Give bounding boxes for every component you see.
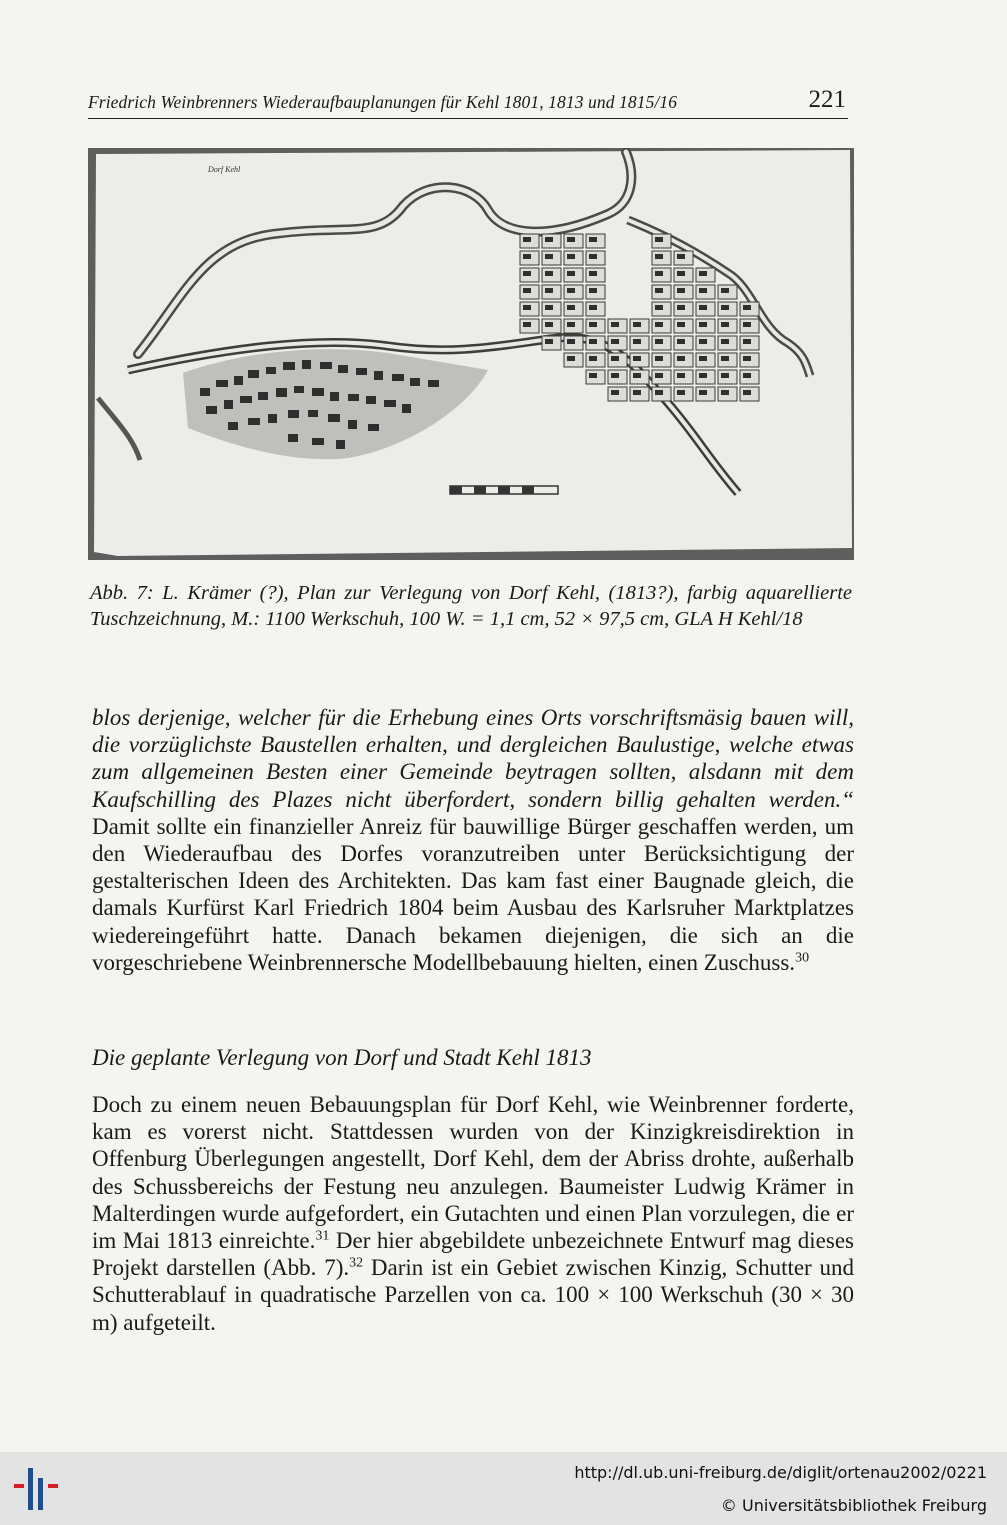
section-heading: Die geplante Verlegung von Dorf und Stadt Kehl 1813 — [92, 1045, 592, 1070]
quotation: blos derjenige, welcher für die Erhebung eines Orts vorschriftsmäsig bauen will, die vorzüglichste Baustellen erhalten, und dergleichen Baulustige, welche etwas zum allgemeinen Besten einer Gemeinde beytragen sollten, alsdann mit dem Kaufschilling des Plazes nicht überfordert, sondern billig gehalten werden.“ — [92, 705, 854, 812]
parcel-house — [677, 373, 685, 378]
parcel-house — [699, 288, 707, 293]
parcel-house — [567, 271, 575, 276]
map-figure — [88, 148, 854, 560]
parcel-house — [545, 288, 553, 293]
parcel-house — [523, 237, 531, 242]
parcel-house — [699, 356, 707, 361]
parcel-house — [743, 356, 751, 361]
parcel-house — [655, 322, 663, 327]
running-head-title: Friedrich Weinbrenners Wiederaufbauplanungen für Kehl 1801, 1813 und 1815/16 — [88, 92, 678, 112]
parcel-house — [567, 339, 575, 344]
copyright-notice: © Universitätsbibliothek Freiburg — [720, 1496, 987, 1515]
parcel-house — [523, 305, 531, 310]
paragraph-1-text: Damit sollte ein finanzieller Anreiz für bauwillige Bürger geschaffen werden, um den Wiederaufbau des Dorfes voranzutreiben unter Berücksichtigung der gestalterischen Ideen des Architekten. Das kam fast einer Baugnade gleich, die damals Kurfürst Karl Friedrich 1804 beim Ausbau des Karlsruher Marktplatzes wiedereingeführt hatte. Danach bekamen diejenigen, die sich an die vorgeschriebene Weinbrennersche Modellbebauung hielten, einen Zuschuss. — [92, 813, 854, 975]
parcel-house — [567, 305, 575, 310]
parcel-house — [743, 305, 751, 310]
parcel-house — [633, 356, 641, 361]
parcel-house — [721, 322, 729, 327]
parcel-house — [589, 254, 597, 259]
paragraph-2-text-a: Doch zu einem neuen Bebauungsplan für Dorf Kehl, wie Weinbrenner forderte, kam es vorerst nicht. Stattdessen wurden von der Kinzigkreisdirektion in Offenburg Überlegungen angestellt, Dorf Kehl, dem der Abriss drohte, außerhalb des Schussbereichs der Festung neu anzulegen. Baumeister Ludwig Krämer in Malterdingen wurde aufgefordert, ein Gutachten und einen Plan vorzulegen, die er im Mai 1813 einreichte. — [92, 1092, 854, 1254]
parcel-house — [743, 322, 751, 327]
parcel-house — [567, 254, 575, 259]
parcel-house — [589, 271, 597, 276]
parcel-house — [677, 288, 685, 293]
parcel-house — [523, 288, 531, 293]
running-head — [88, 86, 848, 119]
parcel-house — [545, 305, 553, 310]
parcel-house — [655, 254, 663, 259]
parcel-house — [655, 288, 663, 293]
footnote-30[interactable]: 30 — [795, 950, 810, 966]
paragraph-2-text-c: Darin ist ein Gebiet zwischen Kinzig, Schutter und Schutterablauf in quadratische Parzellen von ca. 100 × 100 Werkschuh (30 × 30 m) aufgeteilt. — [92, 1255, 855, 1335]
parcel-house — [655, 271, 663, 276]
parcel-house — [677, 322, 685, 327]
library-logo-icon — [14, 1464, 62, 1514]
parcel-house — [589, 373, 597, 378]
parcel-house — [699, 339, 707, 344]
parcel-house — [677, 356, 685, 361]
paragraph-2-text-b: Der hier abgebildete unbezeichnete Entwurf mag dieses Projekt darstellen (Abb. 7). — [92, 1228, 854, 1281]
parcel-house — [633, 339, 641, 344]
figure-caption: Abb. 7: L. Krämer (?), Plan zur Verlegung von Dorf Kehl, (1813?), farbig aquarellierte Tuschzeichnung, M.: 1100 Werkschuh, 100 W. = 1,1 cm, 52 × 97,5 cm, GLA H Kehl/18 — [90, 582, 852, 630]
parcel-house — [721, 356, 729, 361]
parcel-house — [611, 356, 619, 361]
parcel-house — [655, 373, 663, 378]
parcel-house — [633, 390, 641, 395]
parcel-house — [721, 373, 729, 378]
parcel-house — [633, 373, 641, 378]
map-drawing — [88, 148, 854, 560]
parcel-house — [589, 339, 597, 344]
parcel-house — [699, 373, 707, 378]
parcel-house — [611, 339, 619, 344]
paragraph-2 — [92, 1091, 854, 1336]
parcel-house — [589, 356, 597, 361]
parcel-house — [545, 254, 553, 259]
parcel-house — [677, 305, 685, 310]
paragraph-1 — [92, 704, 854, 976]
parcel-house — [699, 322, 707, 327]
parcel-house — [545, 237, 553, 242]
parcel-house — [611, 390, 619, 395]
parcel-house — [721, 390, 729, 395]
parcel-house — [567, 237, 575, 242]
parcel-house — [721, 339, 729, 344]
parcel-house — [567, 356, 575, 361]
source-url[interactable]: http://dl.ub.uni-freiburg.de/diglit/ortenau2002/0221 — [574, 1463, 987, 1482]
parcel-house — [611, 322, 619, 327]
parcel-house — [655, 305, 663, 310]
parcel-house — [589, 288, 597, 293]
footer-bar — [0, 1452, 1007, 1525]
parcel-house — [743, 373, 751, 378]
parcel-house — [611, 373, 619, 378]
parcel-house — [677, 271, 685, 276]
parcel-house — [677, 254, 685, 259]
map-label: Dorf Kehl — [208, 165, 241, 174]
parcel-house — [523, 271, 531, 276]
parcel-house — [633, 322, 641, 327]
parcel-house — [699, 305, 707, 310]
parcel-house — [699, 390, 707, 395]
parcel-house — [743, 390, 751, 395]
parcel-house — [589, 305, 597, 310]
footnote-32[interactable]: 32 — [349, 1255, 364, 1271]
parcel-house — [589, 237, 597, 242]
parcel-house — [655, 390, 663, 395]
footnote-31[interactable]: 31 — [315, 1228, 330, 1244]
parcel-house — [655, 237, 663, 242]
parcel-house — [743, 339, 751, 344]
parcel-house — [677, 339, 685, 344]
page-number: 221 — [808, 86, 846, 113]
parcel-house — [567, 322, 575, 327]
parcel-house — [545, 322, 553, 327]
parcel-house — [545, 271, 553, 276]
parcel-house — [567, 288, 575, 293]
parcel-house — [523, 322, 531, 327]
parcel-house — [721, 288, 729, 293]
parcel-house — [677, 390, 685, 395]
parcel-house — [523, 254, 531, 259]
parcel-house — [655, 356, 663, 361]
parcel-house — [545, 339, 553, 344]
parcel-house — [655, 339, 663, 344]
parcel-house — [699, 271, 707, 276]
parcel-house — [721, 305, 729, 310]
parcel-house — [589, 322, 597, 327]
